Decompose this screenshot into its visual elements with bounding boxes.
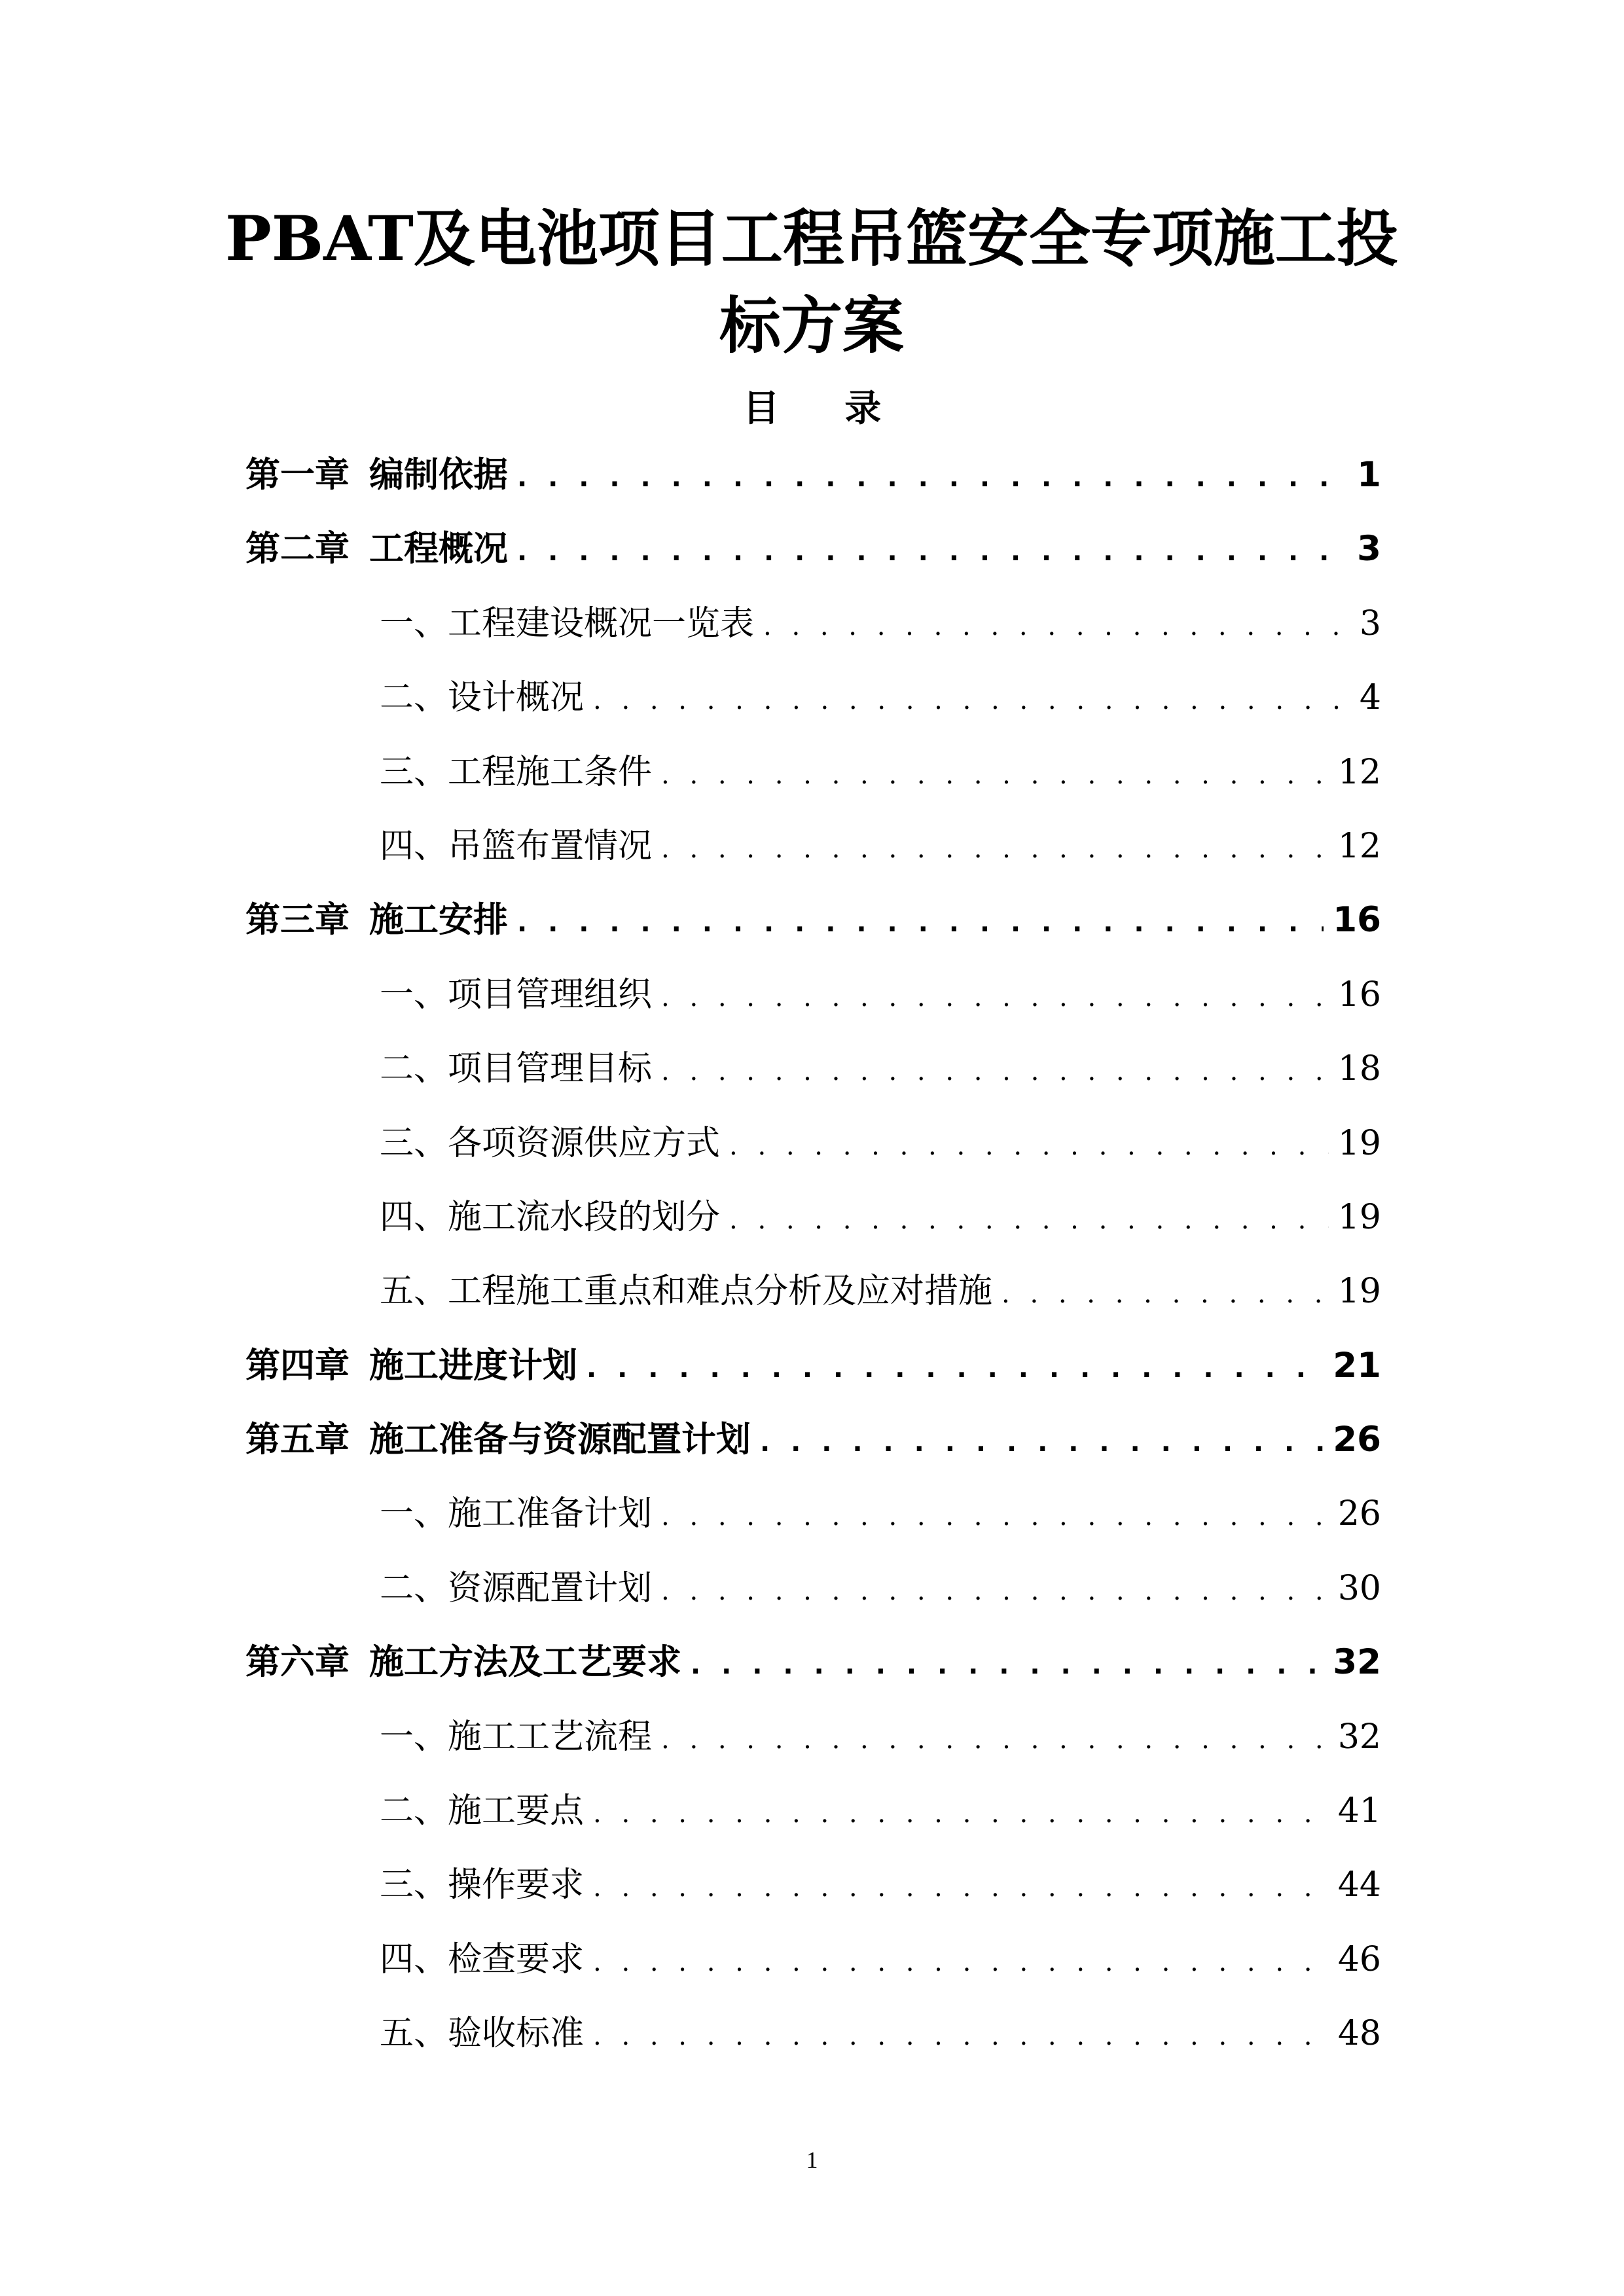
- toc-page-number: 21: [1333, 1345, 1381, 1386]
- toc-dot-leader: [586, 1342, 1324, 1395]
- toc-entry-label: [380, 1117, 720, 1170]
- document-title-line-2: 标方案: [719, 290, 904, 362]
- toc-dot-leader: [760, 1416, 1324, 1469]
- document-title-line-1: PBAT及电池项目工程吊篮安全专项施工投: [225, 203, 1398, 275]
- toc-section-entry[interactable]: [245, 746, 1381, 820]
- toc-section-entry[interactable]: [245, 1265, 1381, 1339]
- toc-chapter-entry[interactable]: [245, 1340, 1381, 1414]
- toc-section-entry[interactable]: [245, 1859, 1381, 1933]
- toc-section-entry[interactable]: [245, 969, 1381, 1043]
- toc-section-entry[interactable]: [245, 672, 1381, 745]
- toc-page-number: 4: [1359, 678, 1381, 718]
- toc-dot-leader: [517, 897, 1324, 949]
- toc-section-entry[interactable]: [245, 1933, 1381, 2007]
- toc-page-number: 19: [1337, 1272, 1381, 1312]
- toc-entry-text: 二、设计概况: [380, 678, 585, 718]
- toc-page-number: 41: [1337, 1791, 1381, 1831]
- toc-entry-text: 二、资源配置计划: [380, 1568, 653, 1608]
- toc-entry-text: 一、工程建设概况一览表: [380, 603, 755, 643]
- toc-entry-text: 五、工程施工重点和难点分析及应对措施: [380, 1272, 993, 1312]
- toc-entry-label: [245, 894, 508, 946]
- toc-chapter-number: 第三章: [245, 900, 350, 941]
- toc-dot-leader: [593, 1861, 1329, 1914]
- toc-section-entry[interactable]: [245, 1562, 1381, 1636]
- toc-page-number: 26: [1337, 1494, 1381, 1534]
- toc-page-number: 1: [1357, 455, 1381, 495]
- toc-dot-leader: [661, 1490, 1329, 1543]
- toc-dot-leader: [763, 600, 1350, 653]
- toc-dot-leader: [661, 823, 1329, 875]
- toc-entry-label: [380, 746, 652, 798]
- toc-page-number: 3: [1357, 529, 1381, 569]
- toc-entry-label: [380, 598, 754, 650]
- toc-entry-text: 一、施工工艺流程: [380, 1717, 653, 1757]
- toc-page-number: 3: [1359, 603, 1381, 643]
- toc-entry-label: [380, 1785, 584, 1837]
- toc-chapter-entry[interactable]: [245, 1414, 1381, 1488]
- toc-dot-leader: [517, 452, 1348, 504]
- toc-entry-text: 三、工程施工条件: [380, 752, 653, 792]
- toc-entry-text: 施工安排: [369, 900, 508, 941]
- toc-chapter-entry[interactable]: [245, 449, 1381, 523]
- toc-entry-label: [380, 672, 584, 724]
- toc-dot-leader: [1001, 1268, 1329, 1320]
- toc-dot-leader: [729, 1194, 1329, 1246]
- toc-entry-label: [380, 1043, 652, 1095]
- toc-entry-label: [245, 523, 508, 575]
- toc-chapter-number: 第二章: [245, 529, 350, 569]
- toc-entry-text: 三、操作要求: [380, 1865, 585, 1905]
- toc-entry-text: 三、各项资源供应方式: [380, 1123, 721, 1163]
- toc-entry-label: [380, 820, 652, 872]
- toc-entry-label: [380, 1265, 992, 1318]
- toc-section-entry[interactable]: [245, 598, 1381, 672]
- toc-entry-text: 二、项目管理目标: [380, 1049, 653, 1089]
- toc-page-number: 19: [1337, 1197, 1381, 1237]
- toc-dot-leader: [593, 1787, 1329, 1840]
- toc-page-number: 48: [1337, 2014, 1381, 2054]
- toc-chapter-number: 第一章: [245, 455, 350, 495]
- toc-page-number: 30: [1337, 1568, 1381, 1608]
- toc-dot-leader: [661, 749, 1329, 801]
- toc-chapter-number: 第四章: [245, 1345, 350, 1386]
- toc-page-number: 19: [1337, 1123, 1381, 1163]
- toc-entry-label: [380, 1488, 652, 1540]
- toc-page-number: 12: [1337, 826, 1381, 866]
- toc-dot-leader: [661, 1713, 1329, 1766]
- toc-section-entry[interactable]: [245, 1711, 1381, 1785]
- toc-page-number: 46: [1337, 1939, 1381, 1979]
- toc-entry-label: [380, 1859, 584, 1911]
- toc-entry-label: [380, 2007, 584, 2060]
- toc-entry-label: [380, 1562, 652, 1615]
- toc-entry-text: 施工准备与资源配置计划: [369, 1420, 751, 1460]
- toc-page-number: 32: [1333, 1642, 1381, 1683]
- toc-chapter-number: 第六章: [245, 1642, 350, 1683]
- toc-entry-label: [245, 1414, 751, 1466]
- toc-heading: 目 录: [742, 387, 908, 430]
- toc-entry-label: [380, 1711, 652, 1763]
- toc-page-number: 44: [1337, 1865, 1381, 1905]
- toc-dot-leader: [593, 1936, 1329, 1988]
- toc-entry-text: 一、施工准备计划: [380, 1494, 653, 1534]
- toc-entry-text: 二、施工要点: [380, 1791, 585, 1831]
- toc-chapter-entry[interactable]: [245, 894, 1381, 968]
- toc-dot-leader: [661, 971, 1329, 1024]
- toc-section-entry[interactable]: [245, 1191, 1381, 1265]
- toc-chapter-number: 第五章: [245, 1420, 350, 1460]
- toc-entry-text: 四、检查要求: [380, 1939, 585, 1979]
- toc-dot-leader: [517, 526, 1348, 578]
- toc-section-entry[interactable]: [245, 1043, 1381, 1117]
- table-of-contents: [245, 449, 1381, 2082]
- toc-chapter-entry[interactable]: [245, 523, 1381, 597]
- toc-entry-label: [245, 1340, 577, 1392]
- toc-entry-label: [380, 969, 652, 1021]
- toc-section-entry[interactable]: [245, 2007, 1381, 2081]
- toc-entry-text: 一、项目管理组织: [380, 975, 653, 1014]
- toc-dot-leader: [729, 1120, 1329, 1172]
- toc-chapter-entry[interactable]: [245, 1636, 1381, 1710]
- toc-section-entry[interactable]: [245, 1117, 1381, 1191]
- toc-entry-label: [245, 449, 508, 501]
- toc-entry-label: [245, 1636, 681, 1689]
- toc-entry-text: 四、吊篮布置情况: [380, 826, 653, 866]
- toc-section-entry[interactable]: [245, 1785, 1381, 1859]
- toc-dot-leader: [691, 1639, 1324, 1691]
- toc-entry-text: 编制依据: [369, 455, 508, 495]
- toc-dot-leader: [593, 674, 1350, 726]
- toc-entry-label: [380, 1191, 720, 1244]
- toc-entry-text: 施工进度计划: [369, 1345, 577, 1386]
- toc-section-entry[interactable]: [245, 1488, 1381, 1562]
- toc-dot-leader: [593, 2010, 1329, 2062]
- toc-entry-label: [380, 1933, 584, 1986]
- toc-entry-text: 五、验收标准: [380, 2014, 585, 2054]
- toc-page-number: 32: [1337, 1717, 1381, 1757]
- toc-dot-leader: [661, 1565, 1329, 1617]
- toc-page-number: 26: [1333, 1420, 1381, 1460]
- toc-dot-leader: [661, 1045, 1329, 1098]
- toc-page-number: 18: [1337, 1049, 1381, 1089]
- toc-entry-text: 四、施工流水段的划分: [380, 1197, 721, 1237]
- footer-page-number: 1: [806, 2147, 818, 2173]
- toc-entry-text: 施工方法及工艺要求: [369, 1642, 681, 1683]
- toc-entry-text: 工程概况: [369, 529, 508, 569]
- toc-page-number: 12: [1337, 752, 1381, 792]
- toc-section-entry[interactable]: [245, 820, 1381, 894]
- toc-page-number: 16: [1337, 975, 1381, 1014]
- toc-page-number: 16: [1333, 900, 1381, 941]
